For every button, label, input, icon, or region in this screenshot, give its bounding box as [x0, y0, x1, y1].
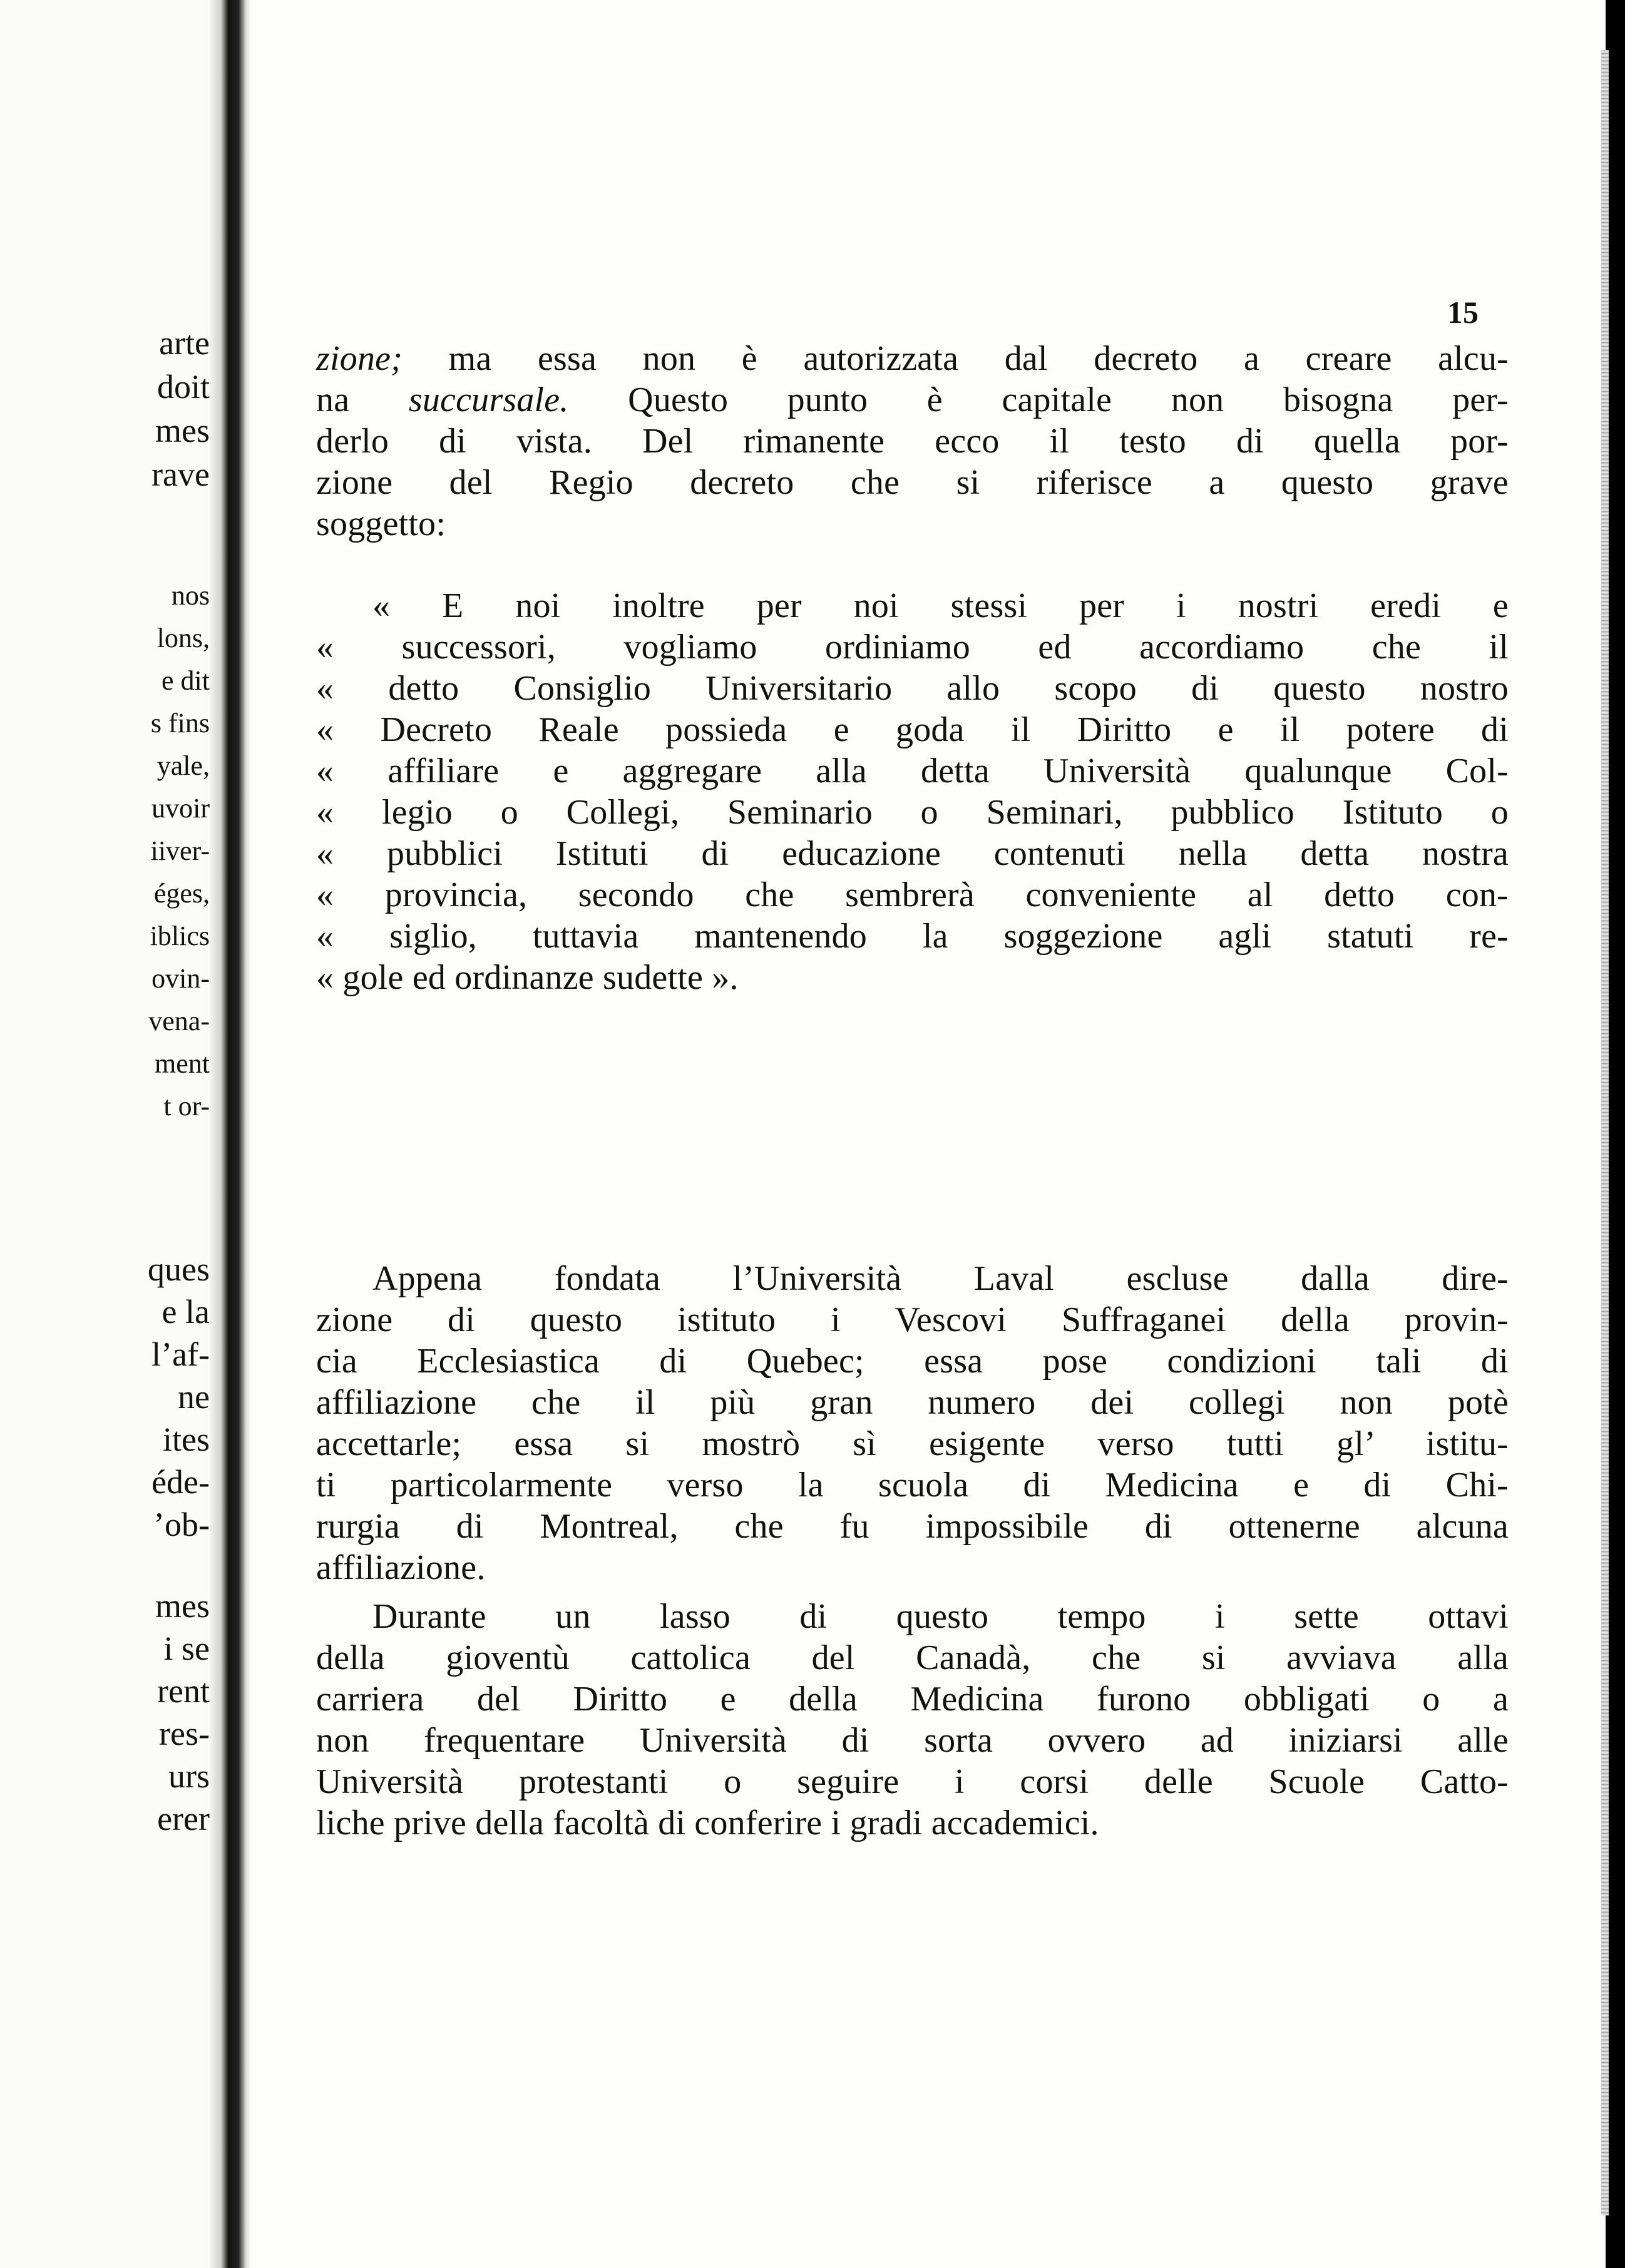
verso-page-fragment — [0, 0, 210, 2268]
verso-line: ne — [178, 1378, 210, 1416]
quote-line: « Decreto Reale possieda e goda il Diritto e il potere di — [316, 710, 1509, 749]
verso-line: iblics — [150, 921, 210, 951]
text-line: zione di questo istituto i Vescovi Suffraganei della provin- — [316, 1300, 1509, 1339]
text-line: della gioventù cattolica del Canadà, che si avviava alla — [316, 1638, 1509, 1677]
text-line: Durante un lasso di questo tempo i sette ottavi — [372, 1597, 1509, 1636]
verso-line: erer — [157, 1800, 210, 1837]
verso-line: iiver- — [150, 835, 210, 866]
verso-line: s fins — [150, 708, 210, 738]
verso-line: éges, — [153, 878, 210, 909]
verso-line: arte — [159, 324, 210, 362]
verso-line: t or- — [163, 1091, 210, 1121]
verso-line: lons, — [156, 623, 210, 653]
verso-line: rent — [157, 1672, 210, 1710]
verso-line: urs — [168, 1757, 210, 1795]
text-line: carriera del Diritto e della Medicina furono obbligati o a — [316, 1680, 1509, 1719]
quote-line: « siglio, tuttavia mantenendo la soggezione agli statuti re- — [316, 917, 1509, 956]
text-line: affiliazione. — [316, 1548, 486, 1587]
verso-line: ment — [155, 1048, 210, 1079]
verso-line: vena- — [148, 1006, 210, 1036]
text-line: ti particolarmente verso la scuola di Medicina e di Chi- — [316, 1466, 1509, 1504]
quote-line: « detto Consiglio Universitario allo scopo di questo nostro — [316, 669, 1509, 708]
verso-line: e dit — [161, 665, 210, 696]
text-line: derlo di vista. Del rimanente ecco il testo di quella por- — [316, 422, 1509, 461]
text-line: affiliazione che il più gran numero dei collegi non potè — [316, 1383, 1509, 1422]
verso-line: uvoir — [151, 793, 210, 824]
verso-line: yale, — [156, 750, 210, 781]
quote-line: « successori, vogliamo ordiniamo ed accordiamo che il — [316, 628, 1509, 667]
quote-line: « legio o Collegi, Seminario o Seminari, pubblico Istituto o — [316, 793, 1509, 832]
quote-line: « affiliare e aggregare alla detta Università qualunque Col- — [316, 752, 1509, 790]
text-line: soggetto: — [316, 504, 446, 543]
verso-line: éde- — [151, 1463, 210, 1501]
verso-line: nos — [171, 580, 210, 611]
verso-line: rave — [151, 456, 210, 493]
book-gutter — [210, 0, 250, 2268]
verso-line: i se — [163, 1630, 210, 1667]
verso-line: l’af- — [151, 1336, 210, 1373]
text-line: non frequentare Università di sorta ovvero ad iniziarsi alle — [316, 1721, 1509, 1760]
verso-line: mes — [155, 1587, 210, 1625]
verso-line: e la — [161, 1293, 210, 1331]
quote-line: « provincia, secondo che sembrerà conveniente al detto con- — [316, 876, 1509, 914]
verso-line: ites — [163, 1421, 210, 1458]
verso-line: ques — [148, 1250, 210, 1288]
verso-line: mes — [155, 412, 210, 449]
quote-line: « E noi inoltre per noi stessi per i nostri eredi e — [372, 586, 1509, 625]
text-line: Università protestanti o seguire i corsi delle Scuole Catto- — [316, 1762, 1509, 1801]
text-line: na succursale. Questo punto è capitale non bisogna per- — [316, 381, 1509, 419]
text-line: rurgia di Montreal, che fu impossibile di ottenerne alcuna — [316, 1507, 1509, 1546]
verso-line: doit — [156, 368, 210, 406]
page-fore-edge — [1601, 50, 1609, 2215]
text-line: Appena fondata l’Università Laval escluse dalla dire- — [372, 1259, 1509, 1298]
text-line: liche prive della facoltà di conferire i gradi accademici. — [316, 1804, 1099, 1842]
verso-line: ovin- — [151, 963, 210, 994]
text-line: accettarle; essa si mostrò sì esigente verso tutti gl’ istitu- — [316, 1424, 1509, 1463]
verso-line: res- — [159, 1715, 210, 1752]
quote-line: « gole ed ordinanze sudette ». — [316, 958, 739, 997]
text-line: zione; ma essa non è autorizzata dal decreto a creare alcu- — [316, 339, 1509, 378]
quote-line: « pubblici Istituti di educazione contenuti nella detta nostra — [316, 834, 1509, 873]
page-number: 15 — [1447, 295, 1479, 330]
verso-line: ’ob- — [153, 1506, 210, 1543]
recto-page — [250, 0, 1606, 2268]
text-line: zione del Regio decreto che si riferisce a questo grave — [316, 463, 1509, 502]
text-line: cia Ecclesiastica di Quebec; essa pose condizioni tali di — [316, 1342, 1509, 1381]
